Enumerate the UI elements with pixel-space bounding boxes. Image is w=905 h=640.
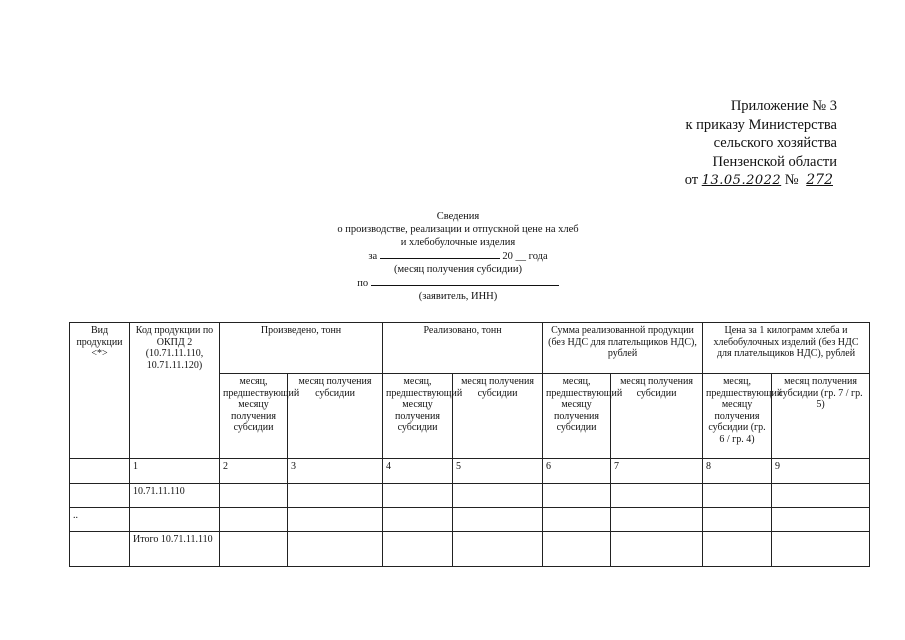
header-product-type: Вид продукции <*> [70, 323, 130, 459]
for-label: за [368, 251, 378, 262]
column-number: 1 [130, 459, 220, 484]
heading-subtitle-2: и хлебобулочные изделия [400, 237, 516, 248]
column-number: 7 [611, 459, 703, 484]
appendix-order-line: к приказу Министерства [685, 116, 837, 133]
header-sales-amount: Сумма реализованной продукции (без НДС для плательщиков НДС), рублей [543, 323, 703, 374]
appendix-block [685, 97, 837, 191]
table-cell [772, 508, 870, 532]
table-row [70, 484, 870, 508]
column-number: 9 [772, 459, 870, 484]
subheader-produced-cur: месяц получения субсидии [288, 374, 383, 459]
subheader-produced-prev: месяц, предшествующий месяцу получения субсидии [220, 374, 288, 459]
row-total-label: Итого 10.71.11.110 [130, 532, 220, 567]
column-number: 2 [220, 459, 288, 484]
subheader-sold-prev: месяц, предшествующий месяцу получения субсидии [383, 374, 453, 459]
period-line [296, 249, 620, 263]
document-heading [296, 210, 620, 303]
table-cell [543, 484, 611, 508]
column-number: 8 [703, 459, 772, 484]
table-cell [611, 484, 703, 508]
table-cell [220, 484, 288, 508]
table-cell [453, 532, 543, 567]
year-suffix: __ года [515, 251, 548, 262]
table-row [70, 508, 870, 532]
by-label: по [357, 278, 369, 289]
table-cell [288, 508, 383, 532]
appendix-region-line: Пензенской области [712, 153, 837, 170]
handwritten-number: 272 [806, 172, 833, 188]
appendix-ministry-line: сельского хозяйства [713, 135, 837, 151]
header-row [70, 323, 870, 374]
header-sold: Реализовано, тонн [383, 323, 543, 374]
row-product-code: 10.71.11.110 [130, 484, 220, 508]
total-row [70, 532, 870, 567]
handwritten-date: 13.05.2022 [701, 173, 782, 188]
table-cell [611, 532, 703, 567]
from-label: от [684, 172, 699, 188]
table-cell [543, 532, 611, 567]
row-product-type: .. [70, 508, 130, 532]
table-cell [703, 532, 772, 567]
table-cell [383, 532, 453, 567]
column-number-row [70, 459, 870, 484]
row-product-code [130, 508, 220, 532]
applicant-blank [371, 276, 559, 286]
table-cell [288, 484, 383, 508]
column-number: 3 [288, 459, 383, 484]
table-cell [220, 508, 288, 532]
table-cell [703, 484, 772, 508]
subheader-sales-cur: месяц получения субсидии [611, 374, 703, 459]
appendix-title: Приложение № 3 [730, 98, 837, 114]
period-blank [380, 249, 500, 259]
column-number: 4 [383, 459, 453, 484]
production-table [69, 322, 870, 567]
header-price: Цена за 1 килограмм хлеба и хлебобулочных изделий (без НДС для плательщиков НДС), рублей [703, 323, 870, 374]
table-cell [288, 532, 383, 567]
table-cell [383, 484, 453, 508]
row-product-type [70, 484, 130, 508]
subheader-sold-cur: месяц получения субсидии [453, 374, 543, 459]
subheader-price-prev: месяц, предшествующий месяцу получения субсидии (гр. 6 / гр. 4) [703, 374, 772, 459]
table-cell [703, 508, 772, 532]
table-cell [453, 484, 543, 508]
number-label: № [784, 172, 799, 188]
heading-subtitle-1: о производстве, реализации и отпускной цене на хлеб [337, 224, 579, 235]
applicant-line [296, 276, 620, 290]
column-number: 6 [543, 459, 611, 484]
heading-title: Сведения [436, 211, 480, 222]
header-product-code: Код продукции по ОКПД 2 (10.71.11.110, 10.71.11.120) [130, 323, 220, 459]
month-caption: (месяц получения субсидии) [394, 264, 522, 275]
table-cell [383, 508, 453, 532]
appendix-date-line [685, 171, 837, 191]
table-cell [543, 508, 611, 532]
table-cell [611, 508, 703, 532]
year-prefix: 20 [502, 251, 513, 262]
header-produced: Произведено, тонн [220, 323, 383, 374]
table-cell [772, 484, 870, 508]
applicant-caption: (заявитель, ИНН) [418, 291, 498, 302]
row-product-type [70, 532, 130, 567]
table-cell [453, 508, 543, 532]
column-number [70, 459, 130, 484]
table-cell [220, 532, 288, 567]
subheader-price-cur: месяц получения субсидии (гр. 7 / гр. 5) [772, 374, 870, 459]
subheader-sales-prev: месяц, предшествующий месяцу получения субсидии [543, 374, 611, 459]
column-number: 5 [453, 459, 543, 484]
table-cell [772, 532, 870, 567]
